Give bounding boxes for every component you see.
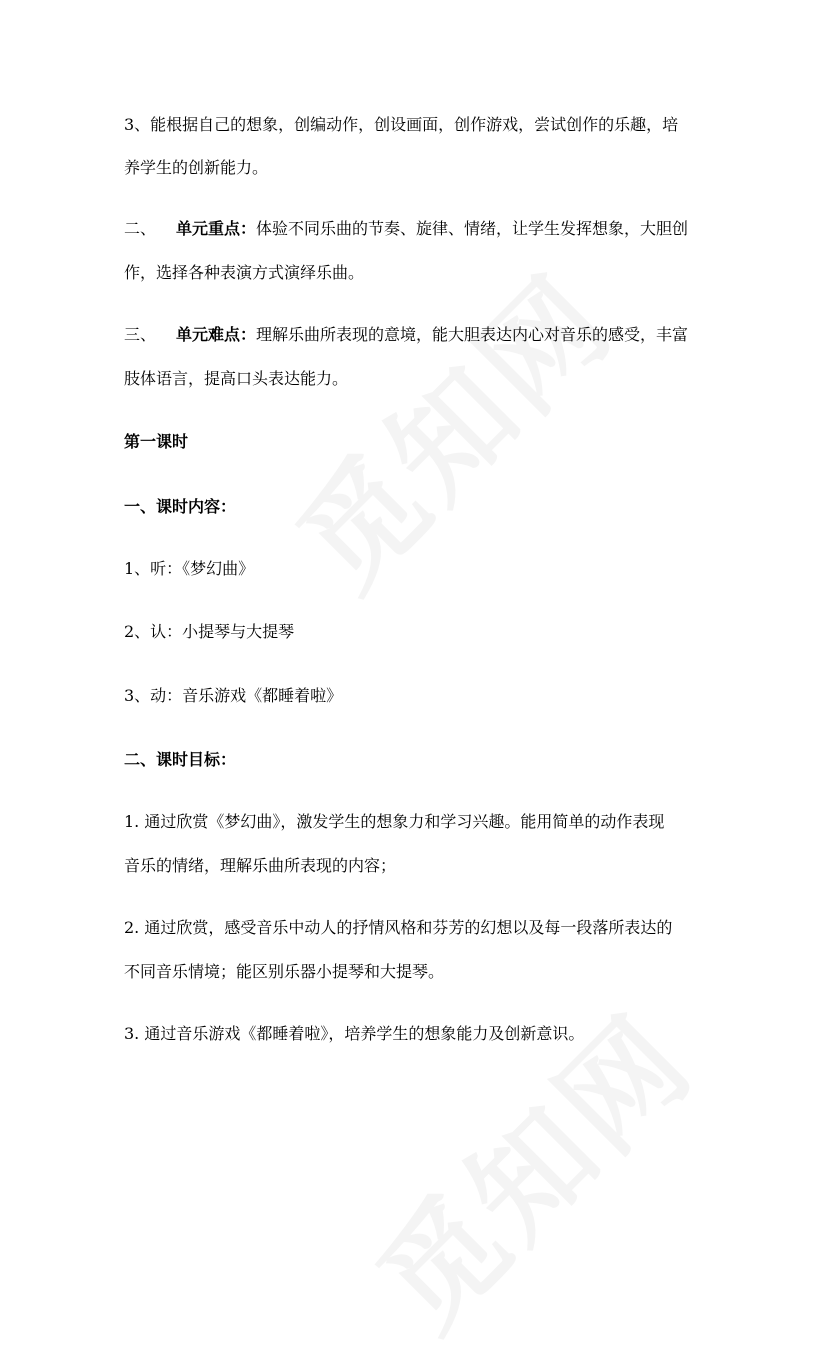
list-item: 2、认：小提琴与大提琴 xyxy=(124,622,295,641)
content-heading: 一、课时内容： xyxy=(124,497,237,516)
section-text: 理解乐曲所表现的意境，能大胆表达内心对音乐的感受，丰富 xyxy=(256,325,689,344)
paragraph-line: 3. 通过音乐游戏《都睡着啦》，培养学生的想象能力及创新意识。 xyxy=(124,1024,585,1043)
paragraph-line: 不同音乐情境；能区别乐器小提琴和大提琴。 xyxy=(124,962,445,981)
section-number: 三、 xyxy=(124,325,157,344)
paragraph-line: 肢体语言，提高口头表达能力。 xyxy=(124,369,349,388)
section-text: 体验不同乐曲的节奏、旋律、情绪，让学生发挥想象，大胆创 xyxy=(256,219,689,238)
paragraph-line: 1. 通过欣赏《梦幻曲》，激发学生的想象力和学习兴趣。能用简单的动作表现 xyxy=(124,812,665,831)
section-number: 二、 xyxy=(124,219,157,238)
section-difficulties xyxy=(124,325,724,345)
paragraph-line: 3、能根据自己的想象，创编动作，创设画面，创作游戏，尝试创作的乐趣，培 xyxy=(124,115,679,134)
section-key-points xyxy=(124,219,724,239)
section-label: 单元难点： xyxy=(176,325,257,344)
list-item: 3、动：音乐游戏《都睡着啦》 xyxy=(124,686,343,705)
paragraph-line: 作，选择各种表演方式演绎乐曲。 xyxy=(124,263,365,282)
paragraph-line: 养学生的创新能力。 xyxy=(124,158,269,177)
section-label: 单元重点： xyxy=(176,219,257,238)
lesson-title: 第一课时 xyxy=(124,432,189,451)
goals-heading: 二、课时目标： xyxy=(124,750,237,769)
list-item: 1、听：《梦幻曲》 xyxy=(124,559,255,578)
paragraph-line: 2. 通过欣赏，感受音乐中动人的抒情风格和芬芳的幻想以及每一段落所表达的 xyxy=(124,918,673,937)
paragraph-line: 音乐的情绪，理解乐曲所表现的内容； xyxy=(124,856,397,875)
